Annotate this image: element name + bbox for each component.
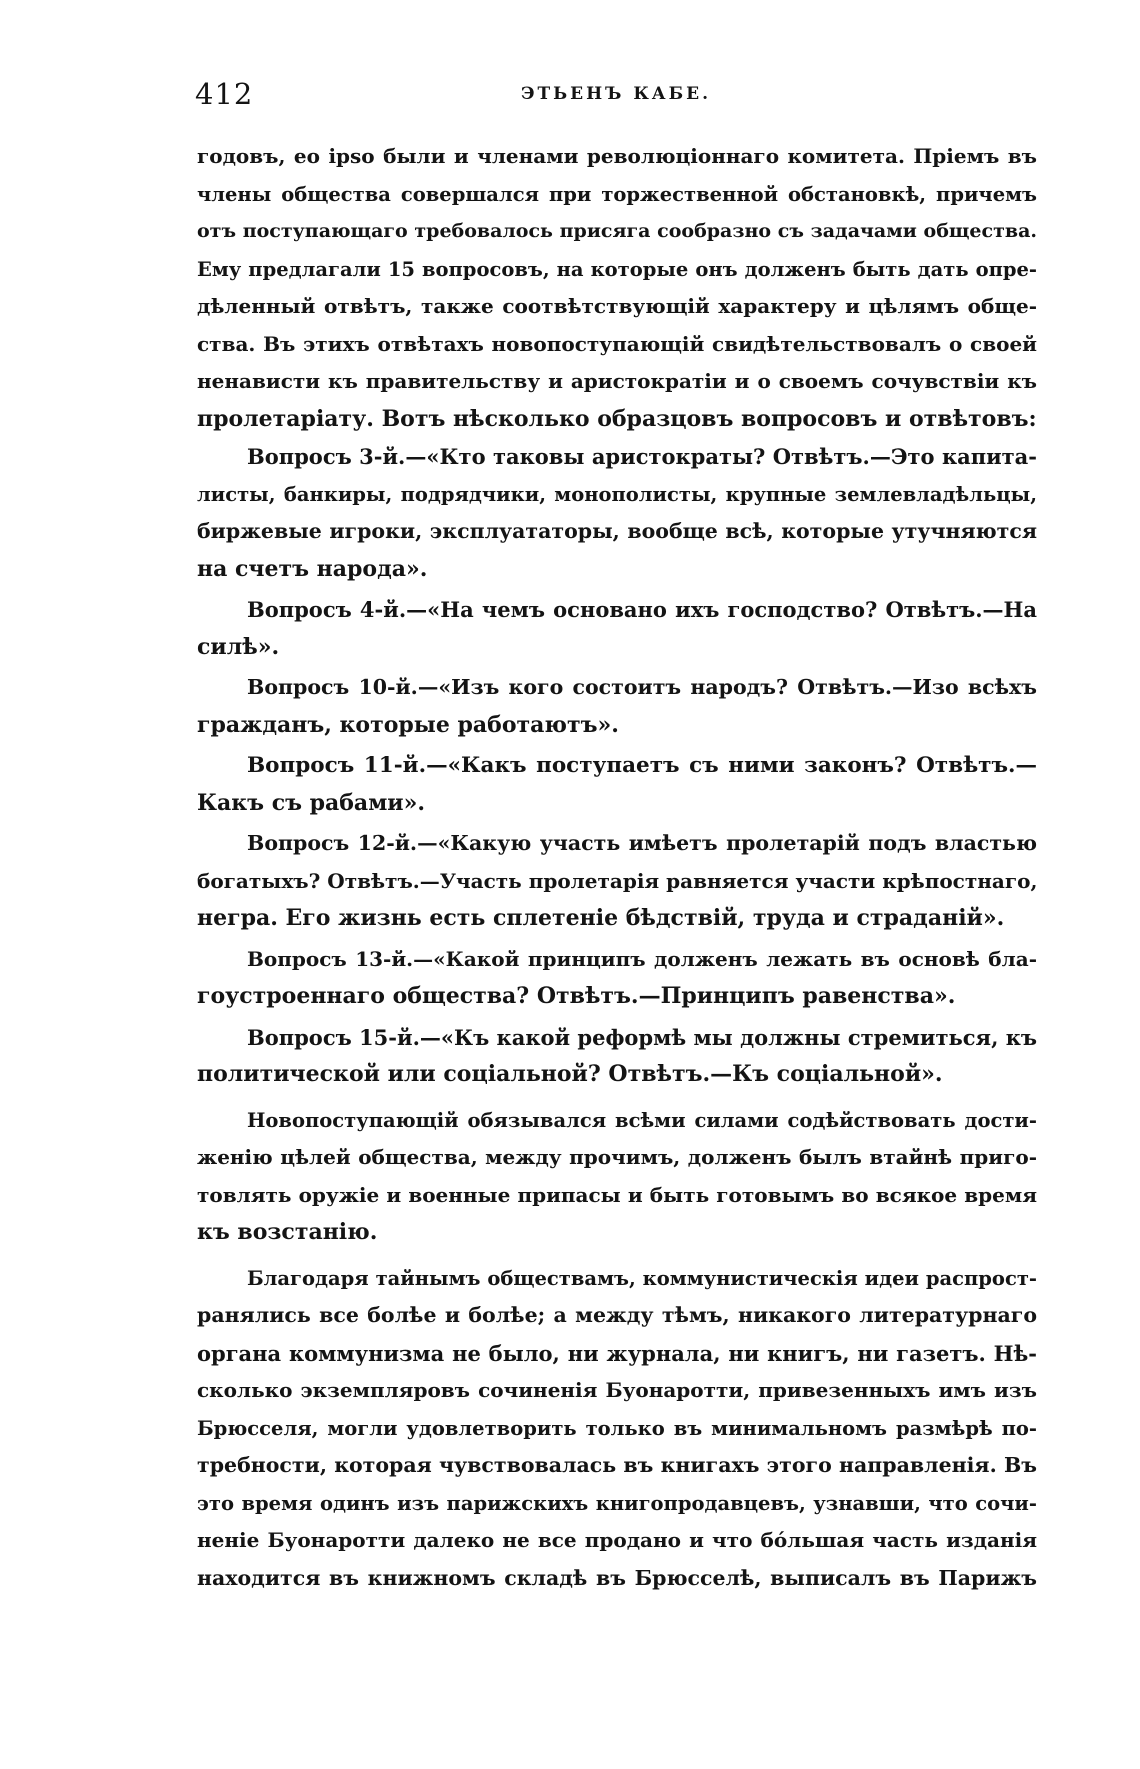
text-line: биржевые игроки, эксплуататоры, вообще всѣ, которые утучняются [197, 519, 1037, 543]
question-line: Вопросъ 12-й.—«Какую участь имѣетъ пролетарій подъ властью [247, 831, 1037, 855]
text-line: ства. Въ этихъ отвѣтахъ новопоступающій свидѣтельствовалъ о своей [197, 331, 1037, 356]
question-line: Вопросъ 13-й.—«Какой принципъ долженъ лежать въ основѣ бла- [247, 946, 1037, 971]
text-line: богатыхъ? Отвѣтъ.—Участь пролетарія равняется участи крѣпостнаго, [197, 868, 1038, 893]
text-line: гражданъ, которые работаютъ». [197, 711, 619, 738]
text-line: товлять оружіе и военные припасы и быть готовымъ во всякое время [197, 1182, 1037, 1207]
text-line: дѣленный отвѣтъ, также соотвѣтствующій характеру и цѣлямъ обще- [197, 294, 1037, 318]
question-line: Вопросъ 15-й.—«Къ какой реформѣ мы должны стремиться, къ [247, 1024, 1037, 1050]
paragraph-start-line: Новопоступающій обязывался всѣми силами содѣйствовать дости- [247, 1108, 1037, 1132]
text-line: женію цѣлей общества, между прочимъ, долженъ былъ втайнѣ приго- [197, 1145, 1037, 1169]
text-line: негра. Его жизнь есть сплетеніе бѣдствій, труда и страданій». [197, 905, 1005, 931]
text-line: пролетаріату. Вотъ нѣсколько образцовъ вопросовъ и отвѣтовъ: [197, 405, 1037, 432]
text-line: ранялись все болѣе и болѣе; а между тѣмъ, никакого литературнаго [197, 1303, 1037, 1327]
text-line: органа коммунизма не было, ни журнала, ни книгъ, ни газетъ. Нѣ- [197, 1340, 1037, 1366]
text-line: гоустроеннаго общества? Отвѣтъ.—Принципъ равенства». [197, 983, 956, 1009]
text-line: къ возстанію. [197, 1219, 378, 1245]
text-line: требности, которая чувствовалась въ книгахъ этого направленія. Въ [197, 1453, 1037, 1477]
text-line: это время одинъ изъ парижскихъ книгопродавцевъ, узнавши, что сочи- [197, 1491, 1037, 1515]
running-head: ЭТЬЕНЪ КАБЕ. [520, 84, 712, 104]
text-line: политической или соціальной? Отвѣтъ.—Къ соціальной». [197, 1061, 943, 1087]
text-line: сколько экземпляровъ сочиненія Буонаротти, привезенныхъ имъ изъ [197, 1378, 1037, 1402]
page-header [195, 70, 1037, 118]
question-line: Вопросъ 11-й.—«Какъ поступаетъ съ ними законъ? Отвѣтъ.— [247, 753, 1037, 778]
text-line: Брюсселя, могли удовлетворить только въ минимальномъ размѣрѣ по- [197, 1416, 1037, 1440]
text-line: силѣ». [197, 633, 280, 660]
text-line: Ему предлагали 15 вопросовъ, на которые онъ долженъ быть дать опре- [197, 257, 1037, 281]
text-line: на счетъ народа». [197, 555, 428, 582]
text-line: листы, банкиры, подрядчики, монополисты, крупные землевладѣльцы, [197, 482, 1037, 506]
text-line: отъ поступающаго требовалось присяга сообразно съ задачами общества. [197, 220, 1037, 242]
text-line: неніе Буонаротти далеко не все продано и что бóльшая часть изданія [197, 1528, 1037, 1552]
text-line: находится въ книжномъ складѣ въ Брюсселѣ, выписалъ въ Парижъ [197, 1565, 1037, 1590]
text-line: годовъ, eo ipso были и членами революціоннаго комитета. Пріемъ въ [197, 144, 1037, 168]
page-number: 412 [195, 77, 254, 111]
question-line: Вопросъ 10-й.—«Изъ кого состоитъ народъ? Отвѣтъ.—Изо всѣхъ [247, 675, 1037, 699]
question-line: Вопросъ 3-й.—«Кто таковы аристократы? Отвѣтъ.—Это капита- [247, 444, 1037, 469]
text-line: члены общества совершался при торжественной обстановкѣ, причемъ [197, 182, 1037, 206]
question-line: Вопросъ 4-й.—«На чемъ основано ихъ господство? Отвѣтъ.—На [247, 597, 1037, 622]
paragraph-start-line: Благодаря тайнымъ обществамъ, коммунистическія идеи распрост- [247, 1266, 1037, 1290]
text-line: ненависти къ правительству и аристократіи и о своемъ сочувствіи къ [197, 369, 1037, 393]
body-text [197, 138, 1037, 1597]
text-line: Какъ съ рабами». [197, 789, 426, 816]
